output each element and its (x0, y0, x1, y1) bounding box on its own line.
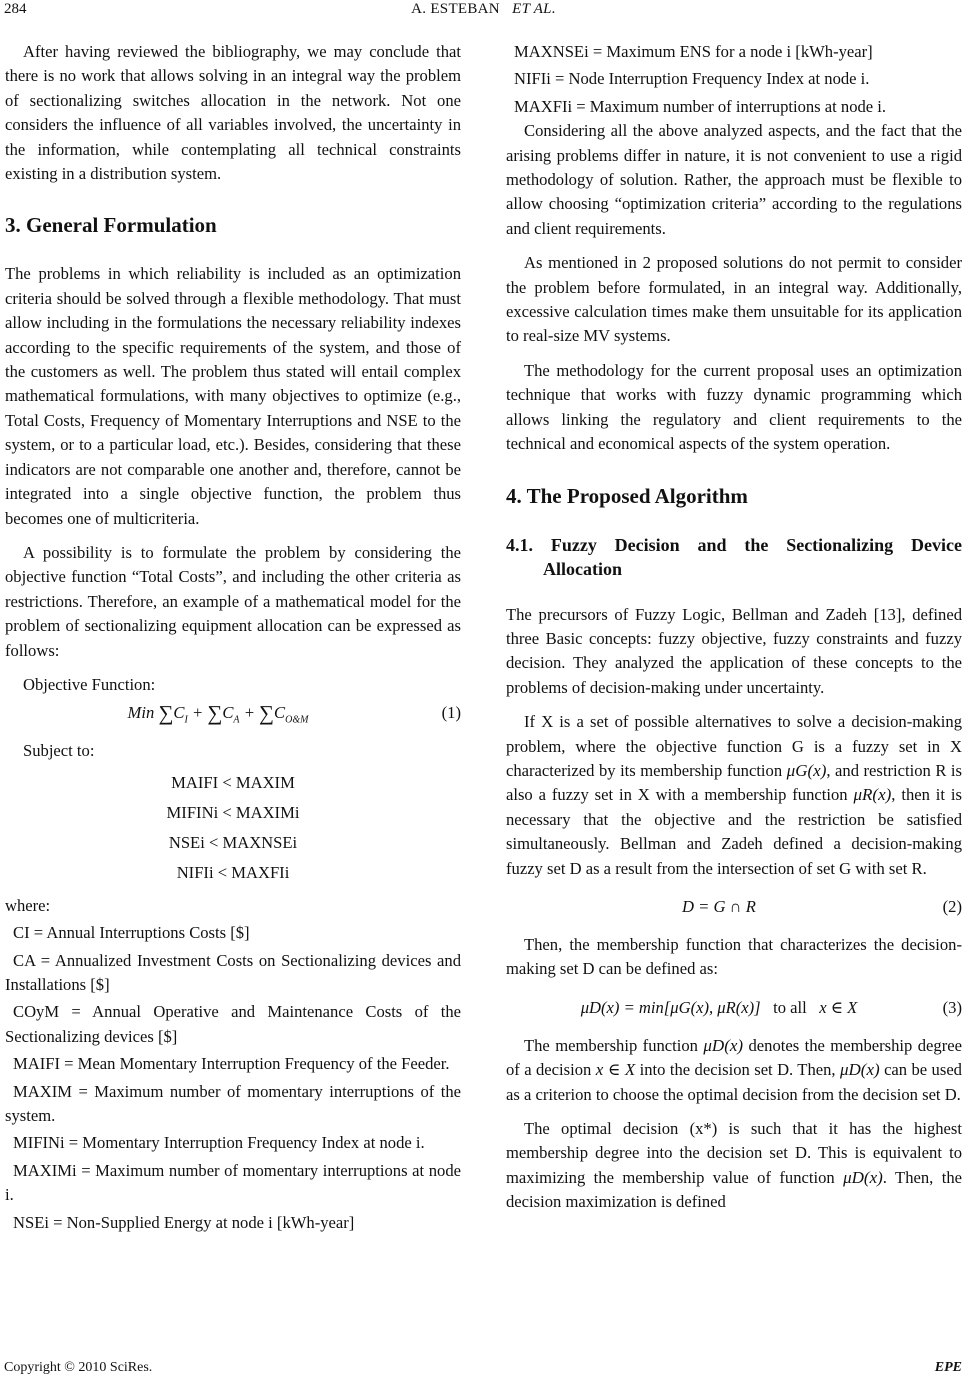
constraint: MIFINi < MAXIMi (166, 802, 300, 822)
journal-name: EPE (934, 1360, 962, 1375)
paragraph-precursors: The precursors of Fuzzy Logic, Bellman and Zadeh [13], defined three Basic concepts: fuzzy objective, fuzzy constraints and fuzzy decision. They analyzed the application of these concepts to the problems of decision-making under uncertainty. (506, 604, 962, 697)
text-run: , and restriction R is also a fuzzy set in X with a membership function (506, 760, 962, 805)
eq1-plus-1: + (192, 703, 204, 723)
mu-d-symbol: μD(x) (703, 1035, 744, 1055)
constraint: NSEi < MAXNSEi (168, 832, 298, 852)
text-run: The optimal decision (x*) is such that it has the highest membership degree into the decision set D. This is equivalent to maximizing the membership value of function (506, 1119, 962, 1187)
eq1-term-1: C (173, 703, 185, 723)
paragraph-then: Then, the membership function that characterizes the decision-making set D can be defined as: (506, 934, 962, 979)
eq1-term-2: C (222, 703, 234, 723)
equation-2-body: D = G ∩ R (682, 896, 756, 916)
definition: NIFIi = Node Interruption Frequency Index at node i. (514, 69, 870, 89)
page-number: 284 (4, 1, 27, 17)
copyright: Copyright © 2010 SciRes. (4, 1360, 153, 1375)
eq1-sub-1: I (184, 714, 188, 726)
paragraph-possibility: A possibility is to formulate the problem by considering the objective function “Total Costs”, and including the other criteria as restrictions. Therefore, an example of a mathematical model for the problem of sectionalizing equipment allocation can be expressed as follows: (5, 542, 461, 660)
equation-3-number: (3) (942, 997, 962, 1017)
eq3-for-all: to all (773, 997, 807, 1017)
eq1-plus-2: + (243, 703, 255, 723)
paragraph-methodology: The methodology for the current proposal uses an optimization technique that works with fuzzy dynamic programming which allows linking the regulatory and client requirements to the technical and economical aspects of the system operation. (506, 360, 962, 454)
equation-3-body (506, 992, 932, 1024)
text-run: The membership function (524, 1035, 698, 1055)
equation-1-body (5, 697, 431, 736)
constraint: NIFIi < MAXFIi (176, 862, 290, 882)
mu-r-symbol: μR(x) (853, 785, 892, 805)
running-head (0, 1, 967, 18)
definition: MIFINi = Momentary Interruption Frequency Index at node i. (13, 1133, 425, 1153)
definition: MAIFI = Mean Momentary Interruption Frequency of the Feeder. (13, 1054, 450, 1074)
sum-symbol: ∑ (158, 701, 174, 726)
paragraph-considering: Considering all the above analyzed aspects, and the fact that the arising problems differ in nature, it is not convenient to use a rigid methodology of solution. Rather, the approach must be flexible to allow choosing “optimization criteria” according to the regulations and client requirements. (506, 121, 962, 238)
paragraph-optimal (506, 1117, 962, 1215)
right-column (506, 40, 962, 1215)
constraints-list (5, 768, 461, 888)
subsection-title-fuzzy-decision: 4.1. Fuzzy Decision and the Sectionalizing Device Allocation (506, 534, 962, 579)
definition: CA = Annualized Investment Costs on Sectionalizing devices and Installations [$] (5, 950, 461, 994)
text-run: denotes the membership degree of a decision (506, 1035, 962, 1080)
running-head-etal: ET AL. (512, 1, 556, 17)
equation-1-number: (1) (441, 703, 461, 723)
definition: NSEi = Non-Supplied Energy at node i [kWh-year] (13, 1212, 355, 1232)
equation-1 (5, 697, 461, 729)
equation-2-number: (2) (942, 896, 962, 916)
section-title-proposed-algorithm: 4. The Proposed Algorithm (506, 483, 748, 508)
definition: MAXNSEi = Maximum ENS for a node i [kWh-year] (514, 42, 873, 61)
subject-to-label: Subject to: (23, 741, 95, 761)
equation-2 (506, 891, 962, 923)
paragraph-review: After having reviewed the bibliography, we may conclude that there is no work that allows solving in an integral way the problem of sectionalizing switches allocation in the network. Not one considers the influence of all variables involved, the uncertainty in the information, while contemplating all technical constraints existing in a distribution system. (5, 42, 461, 184)
eq1-term-3: C (274, 703, 286, 723)
text-run: , then it is necessary that the objective and the restriction be satisfied simultaneously. Bellman and Zadeh defined a decision-making fuzzy set D as a result from the intersection of set G with set R. (506, 785, 962, 878)
text-run: . Then, the decision maximization is defined (506, 1167, 962, 1212)
paragraph-mentioned: As mentioned in 2 proposed solutions do not permit to consider the problem before formulated, in an integral way. Additionally, excessive calculation times make them unsuitable for its application to real-size MV systems. (506, 253, 962, 346)
equation-3 (506, 992, 962, 1024)
mu-g-symbol: μG(x) (786, 760, 827, 780)
x-in-x-symbol: x ∈ X (595, 1060, 636, 1080)
paragraph-problems: The problems in which reliability is included as an optimization criteria should be solved through a flexible methodology. That must allow including in the formulations the necessary reliability indexes according to the specific requirements of the system, and those of the customers as well. The problem thus stated will entail complex mathematical formulations, with many objectives to optimize (e.g., Total Costs, Frequency of Momentary Interruptions and NSE to the system, or to a particular load, etc.). Besides, considering that these indicators are not comparable one another and, therefore, cannot be integrated into a single objective function, the problem thus becomes one of multicriteria. (5, 264, 461, 528)
eq3-domain: x ∈ X (819, 997, 858, 1017)
paragraph-membership (506, 1034, 962, 1107)
definition: MAXIMi = Maximum number of momentary interruptions at node i. (5, 1160, 461, 1205)
eq1-min: Min (127, 703, 155, 723)
eq3-expression: μD(x) = min[μG(x), μR(x)] (580, 997, 761, 1017)
section-title-general-formulation: 3. General Formulation (5, 213, 217, 238)
mu-d-symbol: μD(x) (839, 1060, 880, 1080)
constraint: MAIFI < MAXIM (171, 772, 295, 792)
page-footer (0, 1360, 967, 1382)
sum-symbol: ∑ (207, 701, 223, 726)
mu-d-symbol: μD(x) (843, 1167, 883, 1187)
definition: MAXIM = Maximum number of momentary interruptions of the system. (5, 1081, 461, 1125)
definition: COyM = Annual Operative and Maintenance Costs of the Sectionalizing devices [$] (5, 1002, 461, 1046)
sum-symbol: ∑ (259, 701, 275, 726)
text-run: can be used as a criterion to choose the optimal decision from the decision set D. (506, 1060, 962, 1104)
page-header (0, 0, 967, 22)
running-head-author: A. ESTEBAN (411, 1, 500, 17)
text-run: If X is a set of possible alternatives to solve a decision-making problem, where the objective function G is a fuzzy set in X characterized by its membership function (506, 712, 962, 780)
where-label: where: (5, 895, 51, 915)
eq1-sub-2: A (233, 714, 240, 726)
definition: CI = Annual Interruptions Costs [$] (13, 923, 250, 943)
definition: MAXFIi = Maximum number of interruptions at node i. (514, 96, 887, 116)
left-column (5, 40, 461, 1235)
eq1-sub-3: O&M (285, 714, 309, 726)
text-run: into the decision set D. Then, (639, 1060, 836, 1080)
paragraph-if-x (506, 710, 962, 881)
objective-function-label: Objective Function: (23, 674, 156, 694)
